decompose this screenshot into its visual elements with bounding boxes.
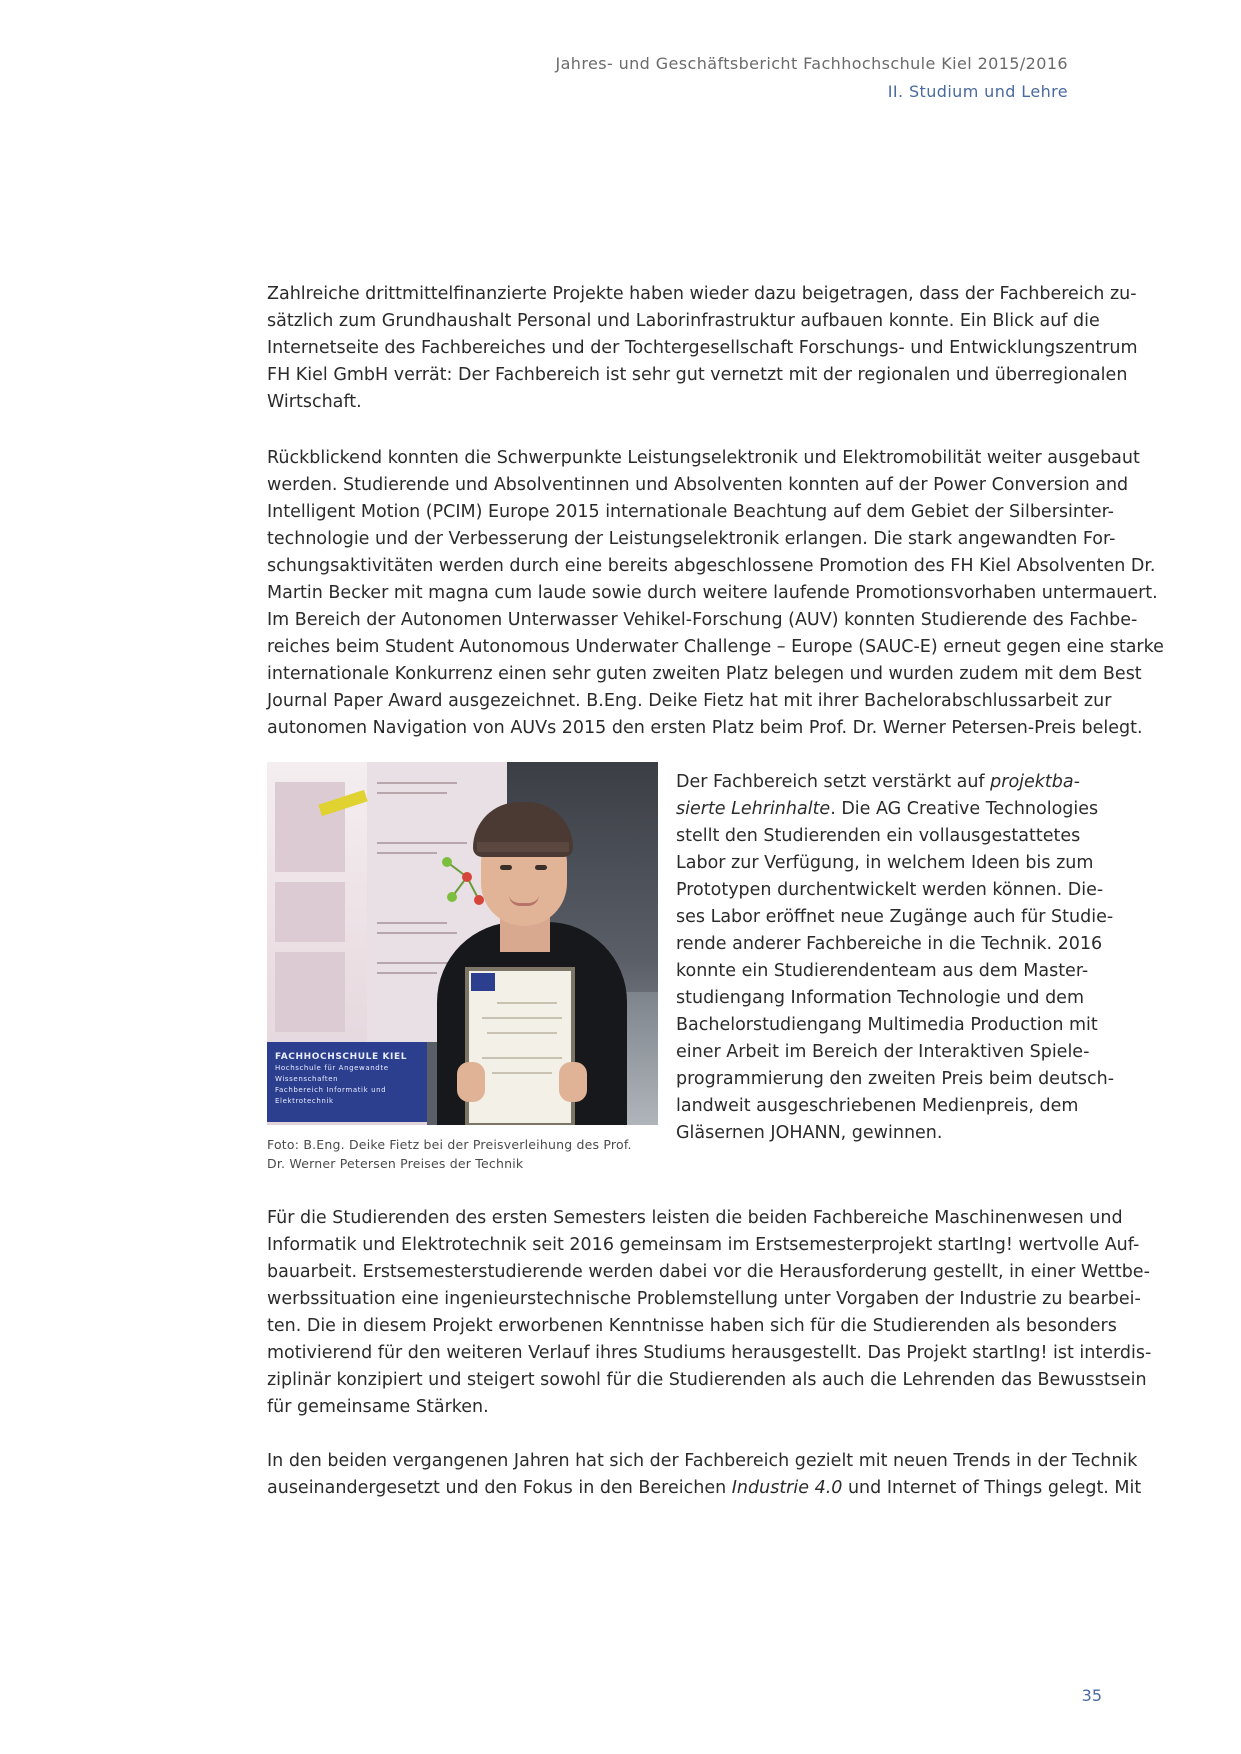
text-line: ten. Die in diesem Projekt erworbenen Kenntnisse haben sich für die Studierenden als besonders <box>267 1316 1117 1336</box>
text-line: Labor zur Verfügung, in welchem Ideen bis zum <box>676 853 1094 873</box>
text-segment: Der Fachbereich setzt verstärkt auf <box>676 772 991 792</box>
paragraph-third-party-funding <box>267 281 1138 416</box>
text-line: Informatik und Elektrotechnik seit 2016 gemeinsam im Erstsemesterprojekt startIng! wertvolle Auf- <box>267 1235 1140 1255</box>
text-line: Journal Paper Award ausgezeichnet. B.Eng. Deike Fietz hat mit ihrer Bachelorabschlussarbeit zur <box>267 691 1112 711</box>
text-line: stellt den Studierenden ein vollausgestattetes <box>676 826 1081 846</box>
poster-text-line <box>377 972 437 974</box>
text-line: Wirtschaft. <box>267 392 362 412</box>
text-line: sätzlich zum Grundhaushalt Personal und Laborinfrastruktur aufbauen konnte. Ein Blick auf die <box>267 311 1100 331</box>
paragraph-research-focus <box>267 445 1164 742</box>
text-line: Für die Studierenden des ersten Semesters leisten die beiden Fachbereiche Maschinenwesen und <box>267 1208 1123 1228</box>
running-head <box>555 50 1068 106</box>
text-segment: auseinandergesetzt und den Fokus in den Bereichen <box>267 1478 732 1498</box>
certificate-text-line <box>487 1032 557 1034</box>
text-line: landweit ausgeschriebenen Medienpreis, dem <box>676 1096 1079 1116</box>
person-hand <box>457 1062 485 1102</box>
poster-university-subtitle: Hochschule für Angewandte Wissenschaften <box>275 1064 389 1083</box>
person-eye <box>535 865 547 870</box>
text-line: In den beiden vergangenen Jahren hat sich der Fachbereich gezielt mit neuen Trends in der Technik <box>267 1451 1138 1471</box>
chapter-title: II. Studium und Lehre <box>887 82 1068 101</box>
paragraph-starting-project <box>267 1205 1152 1421</box>
certificate-logo <box>471 973 495 991</box>
text-segment: und Internet of Things gelegt. Mit <box>842 1478 1142 1498</box>
emphasis-text: projektba- <box>990 772 1080 792</box>
page-number: 35 <box>1081 1686 1102 1705</box>
text-line: studiengang Information Technologie und dem <box>676 988 1084 1008</box>
text-line: ses Labor eröffnet neue Zugänge auch für Studie- <box>676 907 1114 927</box>
poster-text-line <box>377 932 457 934</box>
text-line: Im Bereich der Autonomen Unterwasser Vehikel-Forschung (AUV) konnten Studierende des Fachbe- <box>267 610 1138 630</box>
certificate-text-line <box>482 1017 562 1019</box>
text-line: ziplinär konzipiert und steigert sowohl für die Studierenden als auch die Lehrenden das Bewusstsein <box>267 1370 1147 1390</box>
poster-section <box>275 782 345 872</box>
text-line: werden. Studierende und Absolventinnen und Absolventen konnten auf der Power Conversion and <box>267 475 1129 495</box>
emphasis-text: Industrie 4.0 <box>731 1478 843 1498</box>
emphasis-text: sierte Lehrinhalte <box>676 799 831 819</box>
photo-caption <box>267 1135 667 1173</box>
text-line: Rückblickend konnten die Schwerpunkte Leistungselektronik und Elektromobilität weiter ausgebaut <box>267 448 1140 468</box>
text-line: Prototypen durchentwickelt werden können. Die- <box>676 880 1104 900</box>
text-line: konnte ein Studierendenteam aus dem Master- <box>676 961 1089 981</box>
text-line: Zahlreiche drittmittelfinanzierte Projekte haben wieder dazu beigetragen, dass der Fachbereich zu- <box>267 284 1137 304</box>
text-line: autonomen Navigation von AUVs 2015 den ersten Platz beim Prof. Dr. Werner Petersen-Preis belegt. <box>267 718 1143 738</box>
caption-line: Dr. Werner Petersen Preises der Technik <box>267 1156 524 1171</box>
text-line: einer Arbeit im Bereich der Interaktiven Spiele- <box>676 1042 1090 1062</box>
poster-university-text <box>275 1052 425 1107</box>
text-line: FH Kiel GmbH verrät: Der Fachbereich ist sehr gut vernetzt mit der regionalen und überregionalen <box>267 365 1128 385</box>
poster-section <box>275 882 345 942</box>
text-line: schungsaktivitäten werden durch eine bereits abgeschlossene Promotion des FH Kiel Absolventen Dr. <box>267 556 1156 576</box>
text-line <box>676 796 1099 823</box>
poster-text-line <box>377 782 457 784</box>
text-line: für gemeinsame Stärken. <box>267 1397 489 1417</box>
headscarf-band <box>477 842 569 852</box>
poster-section <box>275 952 345 1032</box>
text-line: rende anderer Fachbereiche in die Technik. 2016 <box>676 934 1103 954</box>
text-line: programmierung den zweiten Preis beim deutsch- <box>676 1069 1115 1089</box>
award-photo <box>267 762 658 1125</box>
text-line: bauarbeit. Erstsemesterstudierende werden dabei vor die Herausforderung gestellt, in einer Wettbe- <box>267 1262 1150 1282</box>
text-line: motivierend für den weiteren Verlauf ihres Studiums herausgestellt. Das Projekt startIng! ist interdis- <box>267 1343 1152 1363</box>
text-line: internationale Konkurrenz einen sehr guten zweiten Platz belegen und wurden zudem mit dem Best <box>267 664 1142 684</box>
report-title: Jahres- und Geschäftsbericht Fachhochschule Kiel 2015/2016 <box>555 54 1068 73</box>
person-eye <box>500 865 512 870</box>
text-line: Intelligent Motion (PCIM) Europe 2015 internationale Beachtung auf dem Gebiet der Silbersinter- <box>267 502 1114 522</box>
paragraph-new-trends <box>267 1448 1142 1502</box>
text-line <box>676 769 1080 796</box>
text-line: werbssituation eine ingenieurstechnische Problemstellung unter Vorgaben der Industrie zu bearbei- <box>267 1289 1141 1309</box>
text-line: reiches beim Student Autonomous Underwater Challenge – Europe (SAUC-E) erneut gegen eine starke <box>267 637 1164 657</box>
poster-university-name: FACHHOCHSCHULE KIEL <box>275 1052 408 1062</box>
poster-department-subtitle: Fachbereich Informatik und Elektrotechnik <box>275 1086 387 1105</box>
person-hand <box>559 1062 587 1102</box>
certificate-text-line <box>497 1002 557 1004</box>
text-segment: . Die AG Creative Technologies <box>830 799 1099 819</box>
text-line: Bachelorstudiengang Multimedia Production mit <box>676 1015 1098 1035</box>
poster-text-line <box>377 922 447 924</box>
poster-text-line <box>377 792 447 794</box>
text-line: technologie und der Verbesserung der Leistungselektronik erlangen. Die stark angewandten For- <box>267 529 1116 549</box>
certificate-text-line <box>482 1057 562 1059</box>
text-line: Internetseite des Fachbereiches und der Tochtergesellschaft Forschungs- und Entwicklungszentrum <box>267 338 1138 358</box>
molecule-graphic <box>437 852 487 912</box>
poster-text-line <box>377 852 437 854</box>
text-line <box>267 1475 1142 1502</box>
paragraph-creative-technologies <box>676 769 1115 1147</box>
poster-text-line <box>377 842 467 844</box>
text-line: Gläsernen JOHANN, gewinnen. <box>676 1123 943 1143</box>
certificate-text-line <box>492 1072 552 1074</box>
text-line: Martin Becker mit magna cum laude sowie durch weitere laufende Promotionsvorhaben untermauert. <box>267 583 1158 603</box>
caption-line: Foto: B.Eng. Deike Fietz bei der Preisverleihung des Prof. <box>267 1137 632 1152</box>
